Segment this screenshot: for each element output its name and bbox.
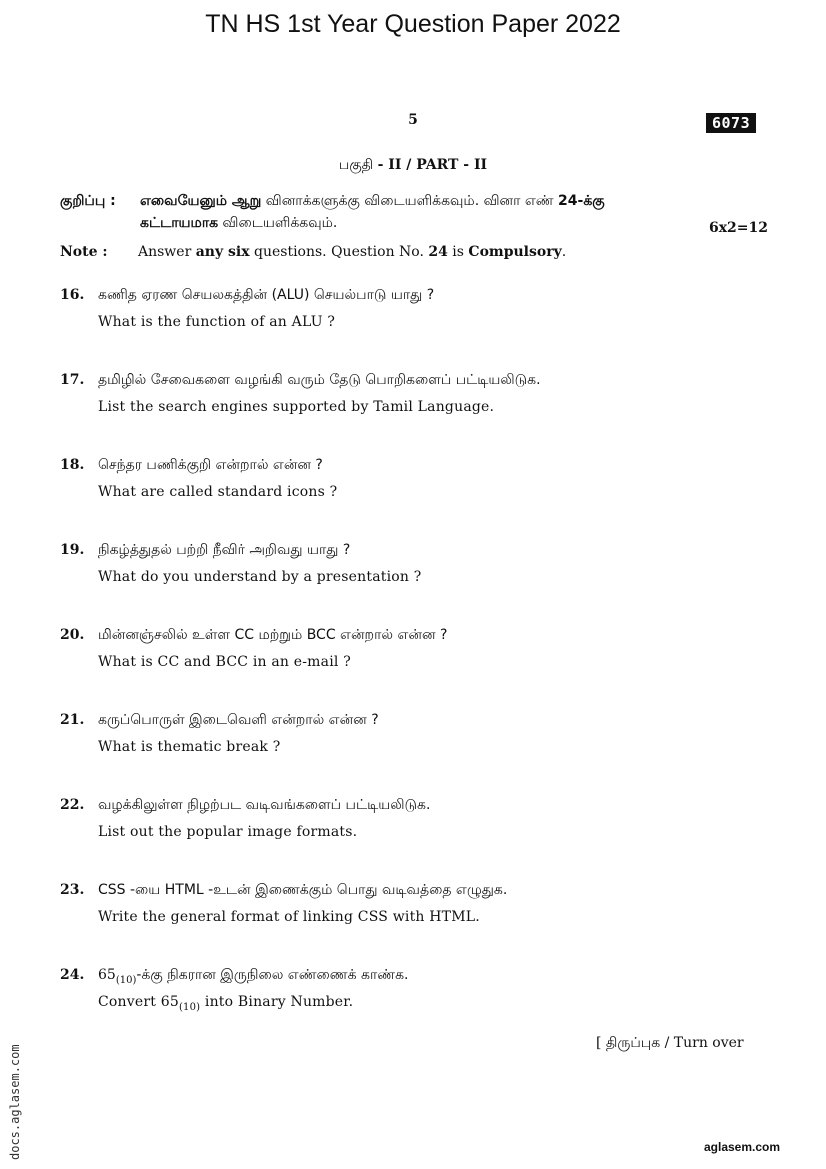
note-english-b1: any six — [195, 244, 250, 260]
note-english-b2: 24 — [428, 244, 448, 260]
side-watermark: docs.aglasem.com — [8, 1044, 22, 1160]
question-text-tamil: நிகழ்த்துதல் பற்றி நீவிர் அறிவது யாது ? — [98, 542, 351, 558]
page-number: 5 — [408, 112, 418, 128]
footer-source: aglasem.com — [704, 1140, 781, 1154]
question-text-tamil: CSS -யை HTML -உடன் இணைக்கும் பொது வடிவத்தை எழுதுக. — [98, 882, 508, 898]
question-number: 19. — [60, 542, 85, 558]
q24-tamil-subscript: (10) — [115, 974, 137, 986]
note-english — [60, 244, 566, 260]
question-text-english: What is the function of an ALU ? — [98, 314, 336, 330]
note-english-label: Note : — [60, 244, 108, 260]
turn-over-note — [596, 1035, 744, 1053]
question-text-tamil: வழக்கிலுள்ள நிழற்பட வடிவங்களைப் பட்டியலிடுக. — [98, 797, 431, 813]
question-number: 22. — [60, 797, 85, 813]
q24-english-subscript: (10) — [178, 1001, 201, 1013]
part-heading — [0, 157, 826, 175]
q24-tamil-text: -க்கு நிகரான இருநிலை எண்ணைக் காண்க. — [136, 967, 409, 983]
note-english-p1: Answer — [138, 244, 196, 260]
note-tamil-bold-compulsory: கட்டாயமாக — [140, 215, 219, 231]
marks-scheme: 6x2=12 — [708, 220, 768, 236]
question-number: 21. — [60, 712, 85, 728]
part-heading-label: - II / PART - II — [377, 157, 488, 173]
question-number: 16. — [60, 287, 85, 303]
note-english-b3: Compulsory — [468, 244, 562, 260]
question-text-tamil: தமிழில் சேவைகளை வழங்கி வரும் தேடு பொறிகளைப் பட்டியலிடுக. — [98, 372, 541, 388]
note-tamil-line1 — [140, 190, 605, 212]
question-text-tamil: கருப்பொருள் இடைவெளி என்றால் என்ன ? — [98, 712, 379, 728]
note-tamil-line2-text: விடையளிக்கவும். — [218, 215, 338, 231]
turn-over-bracket: [ — [596, 1035, 606, 1051]
question-text-tamil: கணித ஏரண செயலகத்தின் (ALU) செயல்பாடு யாது ? — [98, 287, 435, 303]
note-tamil-bold-24: 24-க்கு — [558, 193, 605, 209]
question-text-english: Write the general format of linking CSS with HTML. — [98, 909, 480, 925]
question-text-english: What is thematic break ? — [98, 739, 281, 755]
question-text-english — [98, 994, 353, 1013]
question-text-english: What are called standard icons ? — [98, 484, 338, 500]
note-tamil-line1-text: வினாக்களுக்கு விடையளிக்கவும். வினா எண் — [261, 193, 559, 209]
question-text-english: List the search engines supported by Tamil Language. — [98, 399, 495, 415]
note-tamil-label: குறிப்பு : — [60, 193, 116, 209]
part-heading-tamil: பகுதி — [338, 157, 374, 173]
q24-english-post: into Binary Number. — [200, 994, 354, 1010]
question-text-tamil — [98, 967, 409, 986]
question-number: 24. — [60, 967, 85, 983]
question-text-tamil: மின்னஞ்சலில் உள்ள CC மற்றும் BCC என்றால் என்ன ? — [98, 627, 448, 643]
question-text-tamil: செந்தர பணிக்குறி என்றால் என்ன ? — [98, 457, 323, 473]
question-number: 17. — [60, 372, 85, 388]
question-text-english: List out the popular image formats. — [98, 824, 358, 840]
question-number: 23. — [60, 882, 85, 898]
note-tamil-bold-any-six: எவையேனும் ஆறு — [140, 193, 262, 209]
question-number: 20. — [60, 627, 85, 643]
note-english-p4: . — [561, 244, 567, 260]
question-text-english: What do you understand by a presentation ? — [98, 569, 422, 585]
question-number: 18. — [60, 457, 85, 473]
note-english-p2: questions. Question No. — [249, 244, 429, 260]
page-banner-title: TN HS 1st Year Question Paper 2022 — [205, 10, 621, 38]
turn-over-tamil: திருப்புக — [605, 1035, 661, 1051]
note-tamil-line2 — [140, 212, 337, 234]
q24-tamil-number: 65 — [98, 967, 116, 983]
paper-code-badge: 6073 — [706, 113, 756, 133]
question-text-english: What is CC and BCC in an e-mail ? — [98, 654, 351, 670]
q24-english-pre: Convert 65 — [98, 994, 179, 1010]
turn-over-english: / Turn over — [660, 1035, 744, 1051]
note-english-p3: is — [447, 244, 469, 260]
